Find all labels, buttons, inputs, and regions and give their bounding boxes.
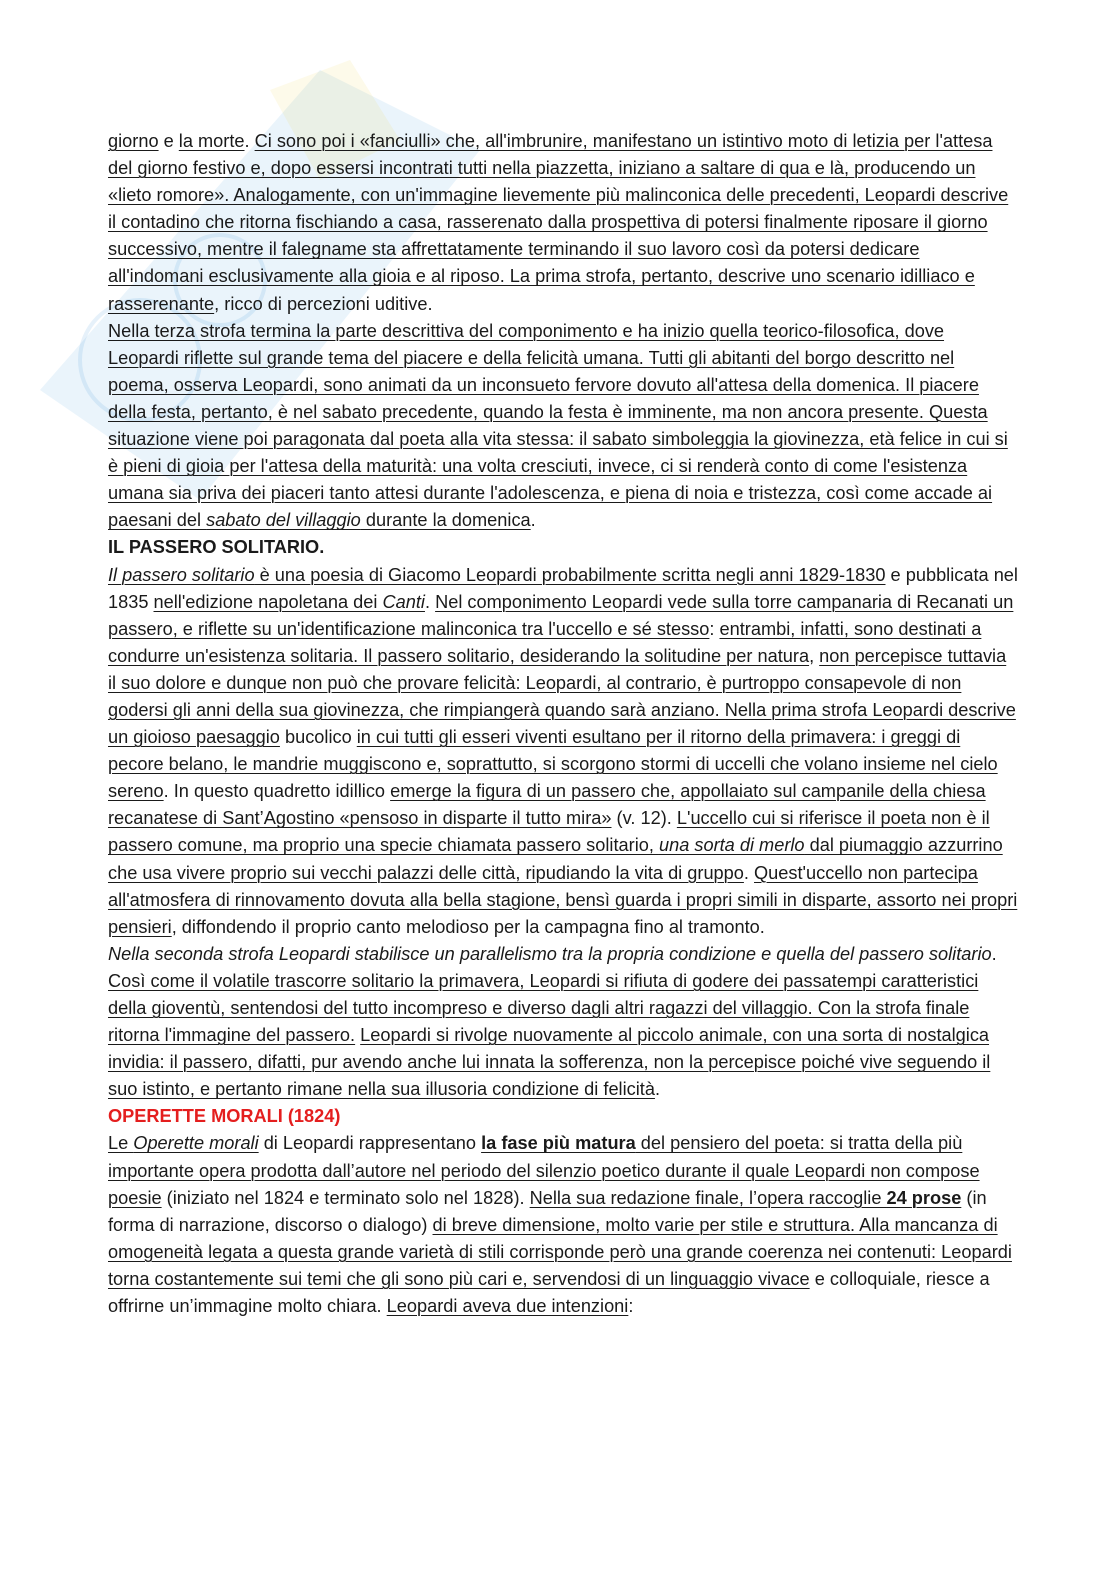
text-span: Così come il volatile trascorre solitario la primavera, Leopardi si rifiuta di godere dei passatempi caratteristici della gioventù, sentendosi del tutto incompreso e diverso dagli altri ragazzi del villaggio. Con la strofa finale ritorna l'immagine del passero. bbox=[108, 970, 979, 1046]
paragraph-passero-intro bbox=[108, 562, 1018, 941]
text-span: è una poesia di Giacomo Leopardi probabilmente scritta negli anni 1829-1830 bbox=[254, 564, 886, 585]
text-span: Nel componimento Leopardi vede sulla torre campanaria di Recanati un passero, e riflette su un'identificazione malinconica tra l'uccello e sé stesso bbox=[108, 591, 1014, 639]
text-span: e bbox=[158, 131, 179, 151]
text-span: entrambi, infatti, sono destinati a condurre un'esistenza solitaria. Il passero solitario, desiderando la solitudine per natura bbox=[108, 618, 982, 666]
text-span: . In questo quadretto idillico bbox=[163, 781, 391, 802]
text-span: del pensiero del poeta: si tratta della più importante opera prodotta dall’autore nel periodo del silenzio poetico durante il quale Leopardi non compose poesie bbox=[108, 1133, 980, 1208]
text-span: Nella sua redazione finale, l’opera raccoglie bbox=[529, 1187, 887, 1208]
text-span: Leopardi si rivolge nuovamente al piccolo animale, con una sorta di nostalgica invidia: il passero, difatti, pur avendo anche lui innata la sofferenza, non la percepisce poiché vive seguendo il suo istinto, e pertanto rimane nella sua illusoria condizione di felicità bbox=[108, 1025, 991, 1100]
heading-operette-morali: OPERETTE MORALI (1824) bbox=[108, 1106, 341, 1127]
text-span: di breve dimensione, molto varie per stile e struttura. Alla mancanza di omogeneità legata a questa grande varietà di stili corrisponde però una grande coerenza nei contenuti: Leopardi torna costantemente sui temi che gli sono più cari e, servendosi di un linguaggio vivace bbox=[108, 1214, 1012, 1289]
text-span: : bbox=[709, 618, 720, 639]
text-span: di Leopardi rappresentano bbox=[258, 1133, 482, 1154]
text-span: non percepisce tuttavia il suo dolore e dunque non può che provare felicità: Leopardi, al contrario, è purtroppo consapevole di non godersi gli anni della sua giovinezza, che rimpiangerà quando sarà anziano. Nella prima strofa Leopardi descrive un gioioso paesaggio bbox=[108, 645, 1016, 748]
text-span-italic: Operette morali bbox=[133, 1133, 259, 1154]
text-span: (iniziato nel 1824 e terminato solo nel 1828). bbox=[161, 1187, 530, 1208]
text-span: e colloquiale, riesce a offrirne un’immagine molto chiara. bbox=[108, 1268, 990, 1317]
text-span: L'uccello cui si riferisce il poeta non è il passero comune, ma proprio una specie chiamata passero solitario, bbox=[108, 808, 990, 856]
text-span: e pubblicata nel 1835 bbox=[108, 564, 1018, 612]
heading-passero-solitario: IL PASSERO SOLITARIO. bbox=[108, 537, 325, 558]
text-span: Leopardi aveva due intenzioni bbox=[386, 1296, 629, 1317]
text-span: , bbox=[809, 645, 820, 666]
text-span: in cui tutti gli esseri viventi esultano per il ritorno della primavera: i greggi di pecore belano, le mandrie muggiscono e, soprattutto, si scorgono stormi di uccelli che volano insieme nel cielo sereno bbox=[108, 727, 998, 802]
text-span: Le bbox=[108, 1133, 134, 1154]
text-span: nell'edizione napoletana dei bbox=[153, 591, 383, 612]
paragraph-operette-intro bbox=[108, 1130, 1018, 1320]
text-span: , ricco di percezioni uditive. bbox=[214, 293, 433, 314]
text-span-italic: sabato del villaggio bbox=[206, 510, 361, 531]
text-span: . bbox=[530, 510, 536, 531]
text-span: . bbox=[244, 131, 255, 151]
text-span: . bbox=[743, 862, 755, 883]
text-span: emerge la figura di un passero che, appollaiato sul campanile della chiesa recanatese di Sant’Agostino «pensoso in disparte il tutto mira» bbox=[108, 781, 986, 829]
paragraph-sabato-intro bbox=[108, 128, 1018, 318]
text-span: . bbox=[654, 1079, 661, 1100]
text-span-bold: 24 prose bbox=[886, 1187, 962, 1208]
text-span-italic: Il passero solitario bbox=[108, 564, 255, 585]
text-span: bucolico bbox=[279, 727, 357, 748]
text-span: dal piumaggio azzurrino che usa vivere proprio sui vecchi palazzi delle città, ripudiando la vita di gruppo bbox=[108, 835, 1003, 883]
text-span: durante la domenica bbox=[360, 510, 531, 531]
text-span-bold: la fase più matura bbox=[481, 1133, 636, 1154]
text-span: Quest'uccello non partecipa all'atmosfera di rinnovamento dovuta alla bella stagione, bensì guarda i propri simili in disparte, assorto nei propri pensieri bbox=[108, 862, 1018, 937]
document-body bbox=[108, 128, 1018, 1320]
text-span-italic: una sorta di merlo bbox=[658, 835, 805, 856]
text-span: (in forma di narrazione, discorso o dialogo) bbox=[108, 1187, 987, 1235]
text-span: la morte bbox=[178, 131, 245, 151]
text-span: . bbox=[424, 591, 436, 612]
text-span: : bbox=[628, 1296, 634, 1317]
paragraph-terza-strofa bbox=[108, 318, 1018, 535]
text-span: , diffondendo il proprio canto melodioso per la campagna fino al tramonto. bbox=[171, 916, 765, 937]
text-span: Ci sono poi i «fanciulli» che, all'imbrunire, manifestano un istintivo moto di letizia per l'attesa del giorno festivo e, dopo essersi incontrati tutti nella piazzetta, iniziano a saltare di qua e là, producendo un «lieto romore». Analogamente, con un'immagine lievemente più malinconica delle precedenti, Leopardi descrive il contadino che ritorna fischiando a casa, rasserenato dalla prospettiva di potersi finalmente riposare il giorno successivo, mentre il falegname sta affrettatamente terminando il suo lavoro così da potersi dedicare all'indomani esclusivamente alla gioia e al riposo. La prima strofa, pertanto, descrive uno scenario idilliaco e rasserenante bbox=[108, 131, 1009, 314]
text-span: giorno bbox=[108, 131, 159, 151]
text-span: (v. 12). bbox=[611, 808, 677, 829]
paragraph-seconda-strofa bbox=[108, 941, 1018, 1104]
text-span-italic: Canti bbox=[382, 591, 425, 612]
text-span: . bbox=[991, 943, 997, 964]
text-span-italic: Nella seconda strofa Leopardi stabilisce un parallelismo tra la propria condizione e quella del passero solitario bbox=[108, 943, 992, 964]
text-span: Nella terza strofa termina la parte descrittiva del componimento e ha inizio quella teorico-filosofica, dove Leopardi riflette sul grande tema del piacere e della felicità umana. Tutti gli abitanti del borgo descritto nel poema, osserva Leopardi, sono animati da un inconsueto fervore dovuto all'attesa della domenica. Il piacere della festa, pertanto, è nel sabato precedente, quando la festa è imminente, ma non ancora presente. Questa situazione viene poi paragonata dal poeta alla vita stessa: il sabato simboleggia la giovinezza, età felice in cui si è pieni di gioia per l'attesa della maturità: una volta cresciuti, invece, ci si renderà conto di come l'esistenza umana sia priva dei piaceri tanto attesi durante l'adolescenza, e piena di noia e tristezza, così come accade ai paesani del bbox=[108, 320, 1008, 531]
